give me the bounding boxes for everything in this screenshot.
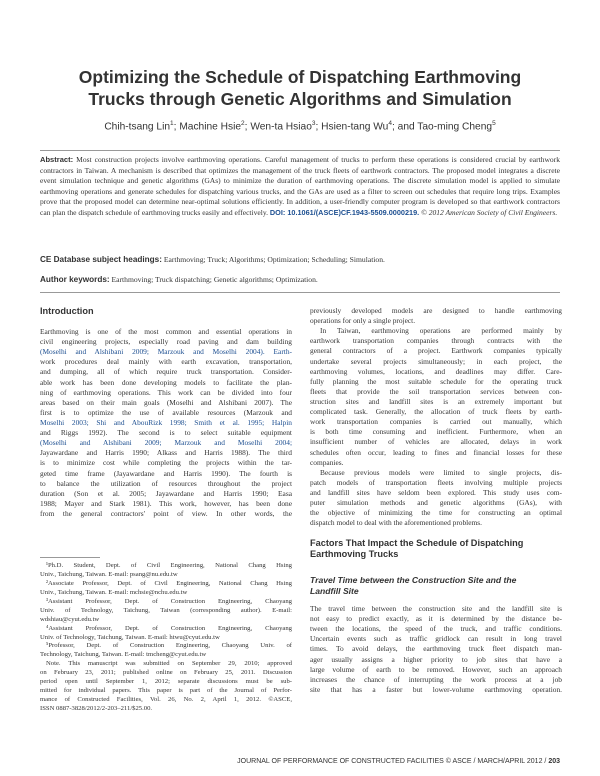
body-line: previously developed models are designed to handle earthmoving	[310, 306, 562, 315]
travel-time-subheading	[310, 575, 562, 596]
footnote-line: ³Assistant Professor, Dept. of Construction Engineering, Chaoyang	[46, 597, 292, 605]
body-line: patch models of transportation fleets involving multiple projects	[310, 477, 562, 487]
author-name: and Tao-ming Cheng	[397, 121, 493, 133]
author-name: Machine Hsie	[179, 121, 242, 133]
footnote-line: Univ. of Technology, Taichung, Taiwan (corresponding author). E-mail:	[40, 606, 292, 614]
body-line: civil engineering projects, especially road paving and dam building	[40, 337, 292, 347]
body-line: increases the chance of interrupting the work process at a job	[310, 674, 562, 684]
body-line: (Moselhi and Alshibani 2009; Marzouk and Moselhi 2004;	[40, 438, 292, 448]
footnote-line: on February 23, 2011; published online on February 25, 2011. Discussion	[40, 669, 292, 677]
footnote-line: Technology, Taichung, Taiwan. E-mail: tmcheng@cyut.edu.tw	[40, 651, 207, 659]
body-line: earthwork transportation companies through contracts with the	[310, 336, 562, 346]
body-line: schedules often occur, leading to fines and financial losses for these	[310, 447, 562, 457]
body-line: undertake several projects simultaneously; in each project, the	[310, 356, 562, 366]
body-line: work procedures deal mainly with earth excavation, transportation,	[40, 357, 292, 367]
keywords-divider	[40, 292, 560, 293]
footnote-divider	[40, 557, 100, 558]
abstract-label: Abstract:	[40, 155, 74, 164]
footnote-line: ISSN 0887-3828/2012/2-203–211/$25.00.	[40, 705, 153, 712]
body-line: site that has a faster but lower-volume earthmoving operation.	[310, 684, 562, 694]
travel-time-body	[310, 604, 562, 695]
author-mark: 2	[241, 120, 245, 127]
author-mark: 5	[492, 120, 496, 127]
body-line: dispatch model to deal with the aforementioned problems.	[310, 518, 482, 528]
footnote-line: Note. This manuscript was submitted on September 29, 2010; approved	[46, 660, 292, 668]
author-keywords-label: Author keywords:	[40, 275, 110, 284]
introduction-body	[40, 327, 292, 519]
body-line: geted time frame (Jayawardane and Harris 1990). The fourth is	[40, 468, 292, 478]
author-name: Hsien-tang Wu	[321, 121, 389, 133]
body-line: areas based on their main goals (Moselhi and Alshibani 2007). The	[40, 397, 292, 407]
body-line: complicated task. Generally, the allocation of truck fleets by earth-	[310, 407, 562, 417]
body-line: ager usually assigns a higher priority to job sites that have a	[310, 654, 562, 664]
body-line: Because previous models were limited to single projects, dis-	[320, 467, 562, 477]
introduction-heading: Introduction	[40, 306, 94, 316]
author-list: Chih-tsang Lin$^1$; Machine Hsie$^2$; Wen-ta Hsiao$^3$; Hsien-tang Wu$^4$; and Tao-ming Cheng$^5$	[104, 120, 496, 133]
doi-link[interactable]: DOI: 10.1061/(ASCE)CF.1943-5509.0000219.	[269, 207, 420, 217]
body-line: duration (Son et al. 2005; Jayawardane and Harris 1990; Easa	[40, 488, 292, 498]
body-line: Moselhi 2003; Shi and AbouRizk 1998; Smith et al. 1995; Halpin	[40, 417, 292, 427]
body-line: Uncertain events such as traffic gridlock can result in long travel	[310, 634, 562, 644]
body-line: fleets that provide the soil transportation services between con-	[310, 386, 562, 396]
body-line: Jayawardane and Harris 1990; Alkass and Harris 1988). The third	[40, 448, 292, 458]
body-line: ning of earthmoving operations. This work can be divided into four	[40, 387, 292, 397]
footnote-line: ¹Ph.D. Student, Dept. of Civil Engineering, National Chang Hsing	[46, 562, 292, 569]
footnote-line: ²Associate Professor, Dept. of Civil Engineering, National Chang Hsing	[46, 579, 292, 587]
body-line: times. To avoid delays, the earthmoving truck fleet dispatch man-	[310, 644, 562, 654]
body-line: work transportation companies is carried out manually, which	[310, 417, 562, 427]
author-name: Wen-ta Hsiao	[250, 121, 312, 133]
author-mark: 3	[311, 120, 316, 127]
body-line: is both time consuming and inefficient. Furthermore, when an	[310, 427, 562, 437]
footnote-line: mitted for individual papers. This paper is part of the Journal of Perfor-	[40, 687, 292, 695]
body-line: is to minimize cost while completing the projects within the tar-	[40, 458, 292, 468]
page-footer	[237, 758, 560, 765]
title-line-2: Trucks through Genetic Algorithms and Simulation	[88, 89, 512, 109]
abstract	[40, 155, 560, 218]
author-mark: 1	[170, 120, 174, 127]
body-line: fully planning the most suitable schedule for the operating truck	[310, 376, 562, 386]
author-keywords-text: Earthmoving; Truck dispatching; Genetic algorithms; Optimization.	[111, 275, 318, 284]
footnotes	[40, 562, 292, 714]
body-line: In Taiwan, earthmoving operations are performed mainly by	[320, 326, 562, 336]
footnote-line: ⁴Assistant Professor, Dept. of Construction Engineering, Chaoyang	[46, 624, 292, 632]
copyright: © 2012 American Society of Civil Engineers.	[421, 207, 558, 217]
ce-headings-text: Earthmoving; Truck; Algorithms; Optimization; Scheduling; Simulation.	[163, 255, 385, 264]
footnote-line: mance of Constructed Facilities, Vol. 26, No. 2, April 1, 2012. ©ASCE,	[40, 696, 292, 704]
footnote-line: wdshiau@cyut.edu.tw	[40, 615, 100, 623]
body-line: struction sites and landfill sites is an extremely important but	[310, 396, 562, 406]
footnote-line: period open until September 1, 2012; separate discussions must be sub-	[40, 678, 292, 686]
body-line: The travel time between the construction site and the landfill site is	[310, 604, 562, 613]
body-line: (Moselhi and Alshibani 2009; Marzouk and Moselhi 2004). Earth-	[40, 347, 292, 357]
body-line: the objective of minimizing the time for constructing an optimal	[310, 508, 562, 518]
body-line: able work has been done developing models to facilitate the plan-	[40, 377, 292, 387]
body-line: tween the locations, the speed of the truck, and traffic conditions.	[310, 624, 562, 634]
body-line: large volume of earth to be removed. However, such an approach	[310, 664, 562, 674]
author-keywords	[40, 275, 560, 285]
page-number: 203	[548, 758, 560, 765]
footnote-line: ⁵Professor, Dept. of Construction Engineering, Chaoyang Univ. of	[46, 642, 292, 650]
ce-headings-label: CE Database subject headings:	[40, 255, 162, 264]
body-line: earthmoving volumes, locations, and deadlines may differ. Care-	[310, 366, 562, 376]
section-heading-line: Factors That Impact the Schedule of Dispatching	[310, 538, 524, 548]
ce-subject-headings	[40, 255, 560, 265]
body-line: not easy to predict exactly, as it is determined by the distance be-	[310, 614, 562, 624]
footnote-line: Univ., Taichung, Taiwan. E-mail: mchsie@nchu.edu.tw	[40, 588, 188, 596]
author-mark: 4	[388, 120, 392, 127]
footnote-line: Univ., Taichung, Taiwan. E-mail: psang@nu.edu.tw	[40, 570, 178, 578]
body-line: companies.	[310, 457, 344, 467]
body-line: puter simulation methods and genetic algorithms (GAs), with	[310, 498, 562, 508]
top-divider	[40, 150, 560, 151]
body-line: and landfill sites have seldom been explored. This study uses com-	[310, 487, 562, 497]
body-line: and Riggs 1992). The second is to select suitable equipment	[40, 428, 292, 438]
factors-section-heading	[310, 538, 562, 560]
body-line: Earthmoving is one of the most common and essential operations in	[40, 327, 292, 336]
author-name: Chih-tsang Lin	[104, 121, 171, 133]
body-line: to balance the utilization of resources throughout the project	[40, 478, 292, 488]
body-line: operations for only a single project.	[310, 316, 416, 326]
body-line: and dumping, all of which require truck transportation. Consider-	[40, 367, 292, 377]
subheading-line: Landfill Site	[310, 585, 359, 596]
subheading-line: Travel Time between the Construction Site and the	[310, 575, 517, 585]
body-line: general contractors of a project. Earthwork companies typically	[310, 346, 562, 356]
footnote-line: Univ. of Technology, Taichung, Taiwan. E-mail: htwu@cyut.edu.tw	[40, 633, 220, 641]
paper-title	[20, 66, 580, 110]
body-line: from the general contractors' point of view. In other words, the	[40, 508, 292, 518]
section-heading-line: Earthmoving Trucks	[310, 549, 399, 559]
title-line-1: Optimizing the Schedule of Dispatching Earthmoving	[78, 67, 522, 87]
body-line: insufficient number of vehicles are allocated, delays in work	[310, 437, 562, 447]
right-column-intro	[310, 306, 562, 528]
body-line: first is to optimize the use of available resources (Marzouk and	[40, 407, 292, 417]
body-line: 1988; Mayer and Stark 1981). This work, however, has been done	[40, 498, 292, 508]
journal-running-footer: JOURNAL OF PERFORMANCE OF CONSTRUCTED FACILITIES © ASCE / MARCH/APRIL 2012 /	[237, 758, 547, 765]
abstract-text: Most construction projects involve earthmoving operations. Careful management of trucks to perform these operations is considered crucial by earthwork contractors in Taiwan. A mechanism is described that optimizes the management of the truck fleets of earthwork contractors. The proposed model integrates a discrete event simulation technique and genetic algorithms (GAs) to minimize the duration of earthmoving operations. The discrete simulation model is applied to simulate earthmoving operations and generate schedules for dispatching various trucks, and the GAs are used as a filter to screen out schedules that require long trips. Examples prove that the proposed model can determine near-optimal solutions efficiently. In addition, a user-friendly computer program is developed so that earthwork contractors can plan the dispatch schedule of earthmoving trucks easily and effectively.	[40, 155, 560, 217]
